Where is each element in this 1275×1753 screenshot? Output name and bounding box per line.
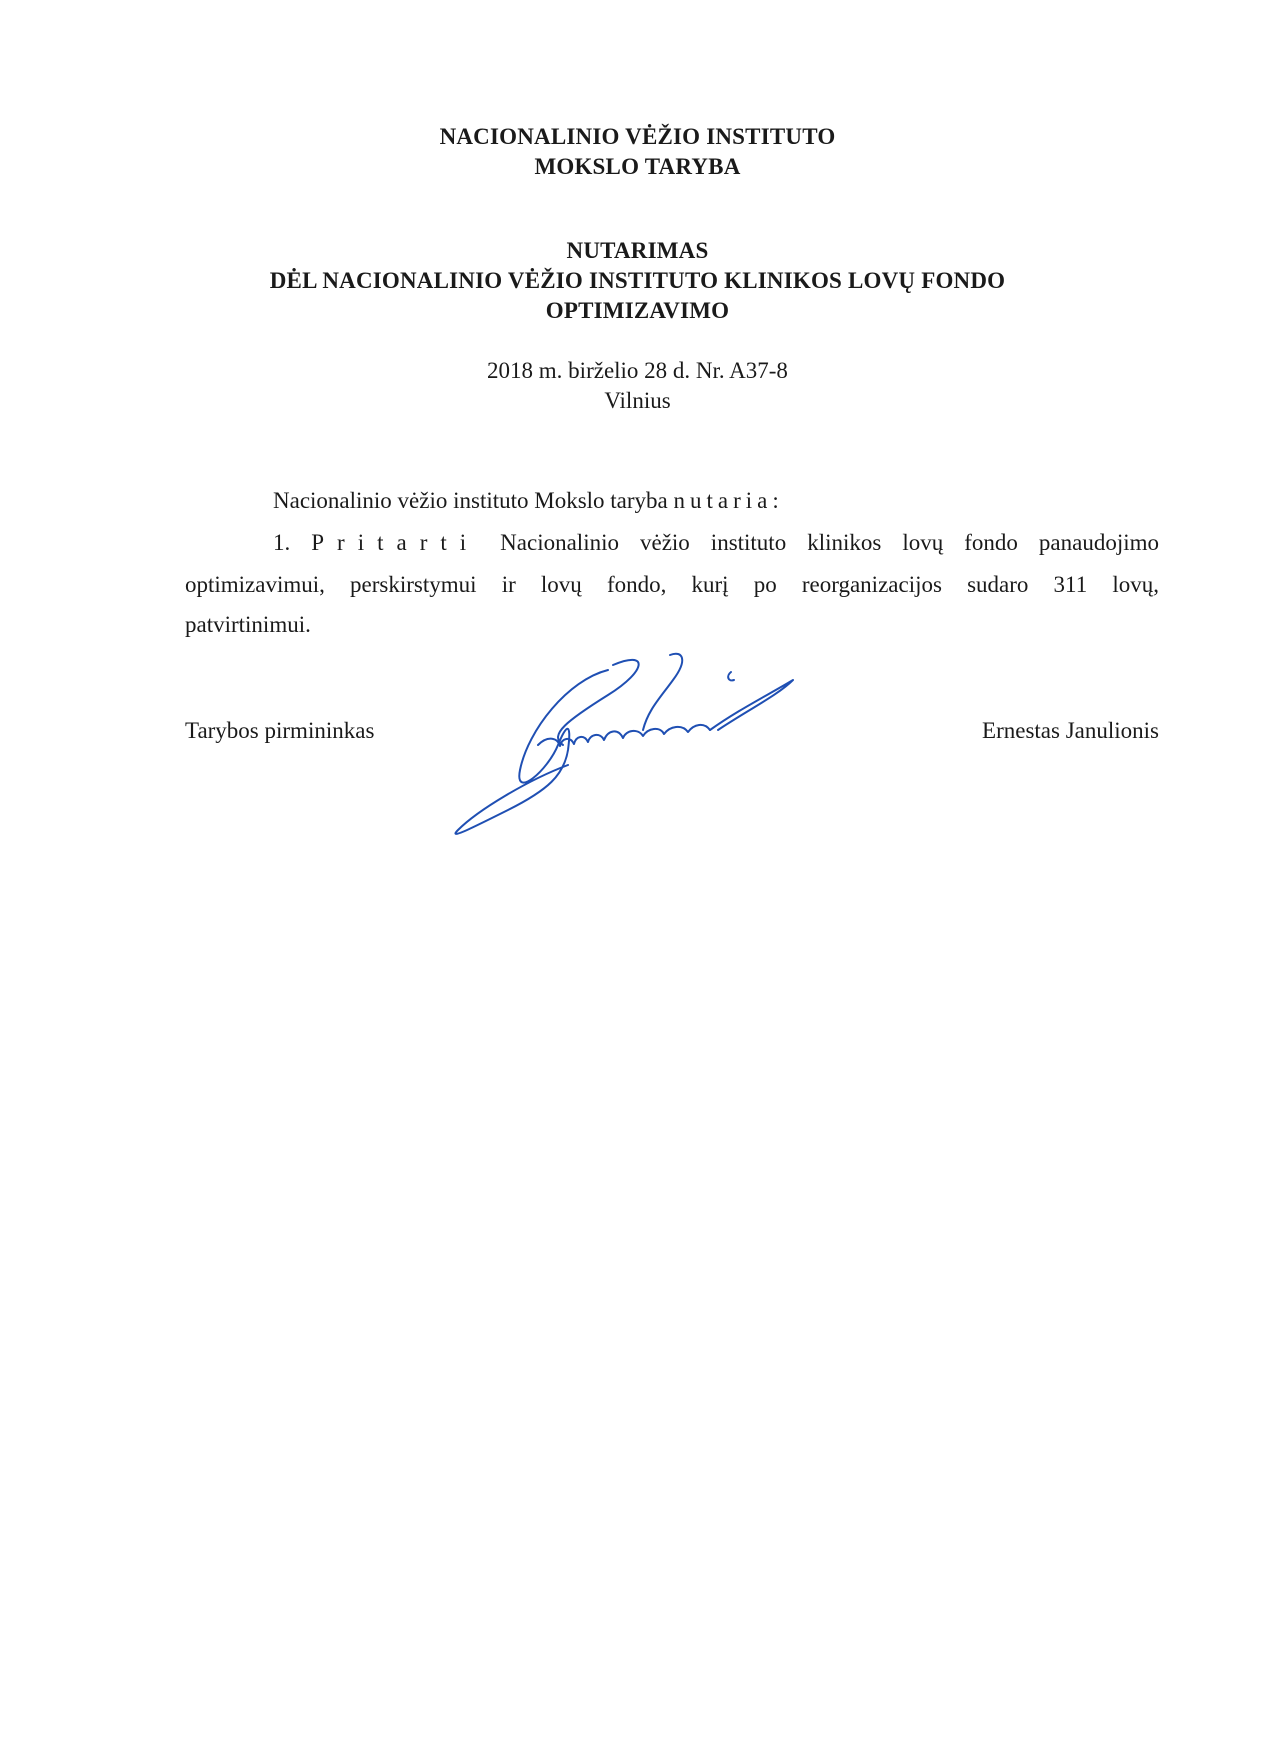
item-1-line-1-text: Nacionalinio vėžio instituto klinikos lovų fondo panaudojimo	[500, 530, 1160, 555]
intro-colon: :	[772, 488, 779, 513]
subject-line-1: DĖL NACIONALINIO VĖŽIO INSTITUTO KLINIKOS LOVŲ FONDO	[269, 268, 1006, 293]
signature-upper-stroke	[643, 654, 682, 730]
signature-mark-stroke	[728, 672, 734, 680]
item-1-keyword: Pritarti	[311, 530, 480, 555]
subject-line-2: OPTIMIZAVIMO	[545, 298, 730, 323]
date-and-number: 2018 m. birželio 28 d. Nr. A37-8	[487, 358, 788, 383]
document-type: NUTARIMAS	[566, 238, 709, 263]
intro-keyword: nutaria	[673, 488, 773, 513]
item-1-line-3: patvirtinimui.	[185, 612, 311, 637]
intro-text: Nacionalinio vėžio instituto Mokslo taryba	[273, 488, 668, 513]
item-1-paragraph	[185, 523, 1159, 645]
intro-paragraph	[185, 481, 1159, 521]
institution-heading: NACIONALINIO VĖŽIO INSTITUTO	[439, 124, 836, 149]
board-heading: MOKSLO TARYBA	[534, 154, 741, 179]
signatory-role: Tarybos pirmininkas	[185, 718, 375, 743]
item-1-line-1	[185, 523, 1159, 563]
item-1-line-2: optimizavimui, perskirstymui ir lovų fondo, kurį po reorganizacijos sudaro 311 lovų,	[185, 572, 1159, 597]
signature-main-stroke	[455, 670, 608, 834]
place: Vilnius	[604, 388, 671, 413]
signatory-name: Ernestas Janulionis	[982, 718, 1159, 743]
item-1-number: 1.	[273, 530, 291, 555]
handwritten-signature	[448, 650, 838, 850]
signature-tail-stroke	[710, 680, 793, 730]
